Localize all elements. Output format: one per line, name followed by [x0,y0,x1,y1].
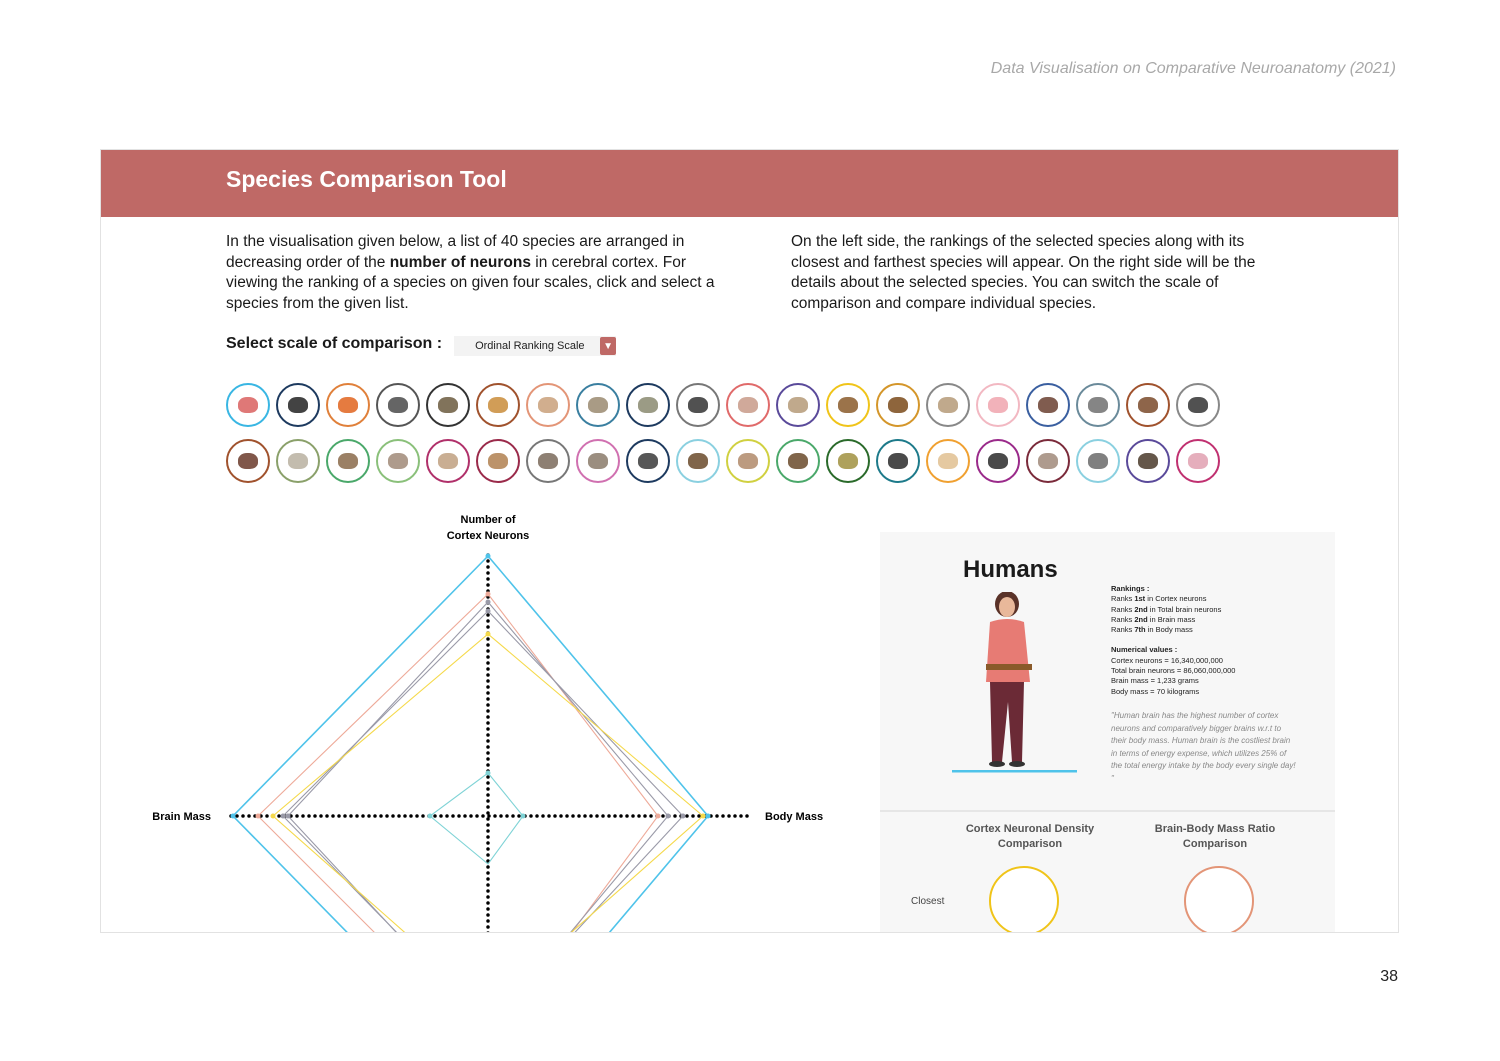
radar-vertex-point [428,814,433,819]
species-option[interactable] [726,439,770,483]
species-option[interactable] [476,383,520,427]
ranking-row: Ranks 7th in Body mass [1111,625,1193,635]
animal-icon [238,397,258,413]
animal-icon [438,453,458,469]
animal-icon [988,453,1008,469]
radar-vertex-point [701,814,706,819]
species-option[interactable] [376,439,420,483]
animal-icon [838,453,858,469]
species-option[interactable] [1176,383,1220,427]
chevron-down-icon[interactable]: ▼ [600,337,616,355]
animal-icon [838,397,858,413]
radar-vertex-point [486,592,491,597]
radar-vertex-point [486,600,491,605]
species-option[interactable] [226,383,270,427]
human-figure-illustration [952,592,1082,782]
radar-species-shape [233,556,708,933]
animal-icon [1188,397,1208,413]
radar-vertex-point [486,771,491,776]
figure-face [999,597,1015,617]
species-row [226,383,1266,439]
species-option[interactable] [276,383,320,427]
radar-vertex-point [486,632,491,637]
species-option[interactable] [326,439,370,483]
radar-vertex-point [706,814,711,819]
species-option[interactable] [776,383,820,427]
radar-left-label: Brain Mass [152,811,211,823]
species-option[interactable] [1076,439,1120,483]
animal-icon [988,397,1008,413]
radar-vertex-point [486,554,491,559]
animal-icon [1138,397,1158,413]
radar-chart [101,505,871,933]
animal-icon [688,453,708,469]
ratio-comparison-title: Brain-Body Mass Ratio Comparison [1154,823,1276,850]
animal-icon [788,397,808,413]
animal-icon [388,397,408,413]
species-option[interactable] [676,439,720,483]
value-row: Cortex neurons = 16,340,000,000 [1111,655,1223,665]
species-details-panel [880,532,1335,933]
species-option[interactable] [926,439,970,483]
animal-icon [538,453,558,469]
intro-left-emphasis: number of neurons [389,253,531,271]
radar-top-label-line1: Number of [460,514,516,526]
tool-header [101,150,1398,217]
figure-shoe [1009,761,1025,767]
values-title: Numerical values : [1111,645,1178,655]
radar-vertex-point [656,814,661,819]
species-option[interactable] [726,383,770,427]
animal-icon [288,453,308,469]
species-option[interactable] [376,383,420,427]
tool-title: Species Comparison Tool [226,166,507,192]
species-option[interactable] [1026,439,1070,483]
radar-vertex-point [666,814,671,819]
animal-icon [1138,453,1158,469]
animal-icon [1088,453,1108,469]
figure-top [986,619,1030,682]
radar-vertex-point [521,814,526,819]
animal-icon [388,453,408,469]
species-option[interactable] [276,439,320,483]
radar-vertex-point [231,814,236,819]
species-option[interactable] [1026,383,1070,427]
figure-trousers [990,682,1024,762]
figure-baseline [952,770,1077,773]
species-option[interactable] [876,439,920,483]
value-row: Brain mass = 1,233 grams [1111,676,1199,686]
radar-vertex-point [286,814,291,819]
species-option[interactable] [1076,383,1120,427]
species-option[interactable] [526,383,570,427]
closest-density-species[interactable] [989,866,1059,933]
radar-species-shape [288,602,668,933]
species-option[interactable] [226,439,270,483]
scale-label: Select scale of comparison : [226,335,443,352]
radar-vertex-point [271,814,276,819]
species-option[interactable] [776,439,820,483]
animal-icon [488,453,508,469]
rankings-title: Rankings : [1111,584,1150,593]
species-option[interactable] [976,439,1020,483]
value-row: Total brain neurons = 86,060,000,000 [1111,666,1236,676]
intro-left-text: In the visualisation given below, a list of 40 species are arranged in decreasing order of the [226,233,685,271]
animal-icon [588,397,608,413]
figure-belt [986,664,1032,670]
figure-shoe [989,761,1005,767]
animal-icon [938,453,958,469]
animal-icon [338,453,358,469]
closest-label: Closest [911,896,945,907]
species-option[interactable] [576,383,620,427]
species-option[interactable] [826,383,870,427]
radar-species-shape [283,611,683,933]
intro-left [226,232,726,314]
species-option[interactable] [1126,439,1170,483]
radar-species-shape [430,773,523,864]
rankings-block [1111,584,1235,697]
species-option[interactable] [326,383,370,427]
ranking-row: Ranks 1st in Cortex neurons [1111,594,1207,604]
scale-dropdown[interactable] [454,336,616,356]
species-option[interactable] [426,439,470,483]
species-option[interactable] [526,439,570,483]
animal-icon [738,397,758,413]
animal-icon [238,453,258,469]
species-option[interactable] [876,383,920,427]
radar-vertex-point [486,609,491,614]
species-option[interactable] [476,439,520,483]
species-option[interactable] [926,383,970,427]
animal-icon [1088,397,1108,413]
animal-icon [638,397,658,413]
species-quote: "Human brain has the highest number of cortex neurons and comparatively bigger brains w.r.t to their body mass. Human brain is the costliest brain in terms of energy expense, which utilizes 25% of the total energy intake by the body every single day! " [1111,711,1296,783]
scale-selector-row [226,334,616,354]
document-title: Data Visualisation on Comparative Neuroanatomy (2021) [990,60,1396,77]
species-row [226,439,1266,495]
intro-right: On the left side, the rankings of the selected species along with its closest and farthest species will appear. On the right side will be the details about the selected species. You can switch the scale of comparison and compare individual species. [791,233,1256,312]
animal-icon [788,453,808,469]
animal-icon [588,453,608,469]
closest-ratio-species[interactable] [1184,866,1254,933]
panel-divider [880,810,1335,812]
animal-icon [938,397,958,413]
species-option[interactable] [626,383,670,427]
animal-icon [1188,453,1208,469]
species-option[interactable] [626,439,670,483]
animal-icon [488,397,508,413]
density-comparison-title: Cortex Neuronal Density Comparison [965,823,1095,850]
species-option[interactable] [826,439,870,483]
selected-species-name: Humans [963,556,1058,583]
species-option[interactable] [976,383,1020,427]
ranking-row: Ranks 2nd in Brain mass [1111,614,1196,624]
value-row: Body mass = 70 kilograms [1111,686,1200,696]
radar-vertex-point [681,814,686,819]
species-list [226,383,1266,495]
animal-icon [538,397,558,413]
radar-vertex-point [256,814,261,819]
radar-species-shape [258,594,658,933]
animal-icon [688,397,708,413]
species-option[interactable] [426,383,470,427]
animal-icon [438,397,458,413]
animal-icon [1038,453,1058,469]
radar-right-label: Body Mass [765,811,824,823]
animal-icon [288,397,308,413]
species-option[interactable] [1176,439,1220,483]
species-option[interactable] [576,439,620,483]
species-option[interactable] [1126,383,1170,427]
species-comparison-tool [100,149,1399,933]
intro-left-text-end: in cerebral cortex. For viewing the ranking of a species on given four scales, click and select a species from the given list. [226,253,715,312]
animal-icon [338,397,358,413]
species-option[interactable] [676,383,720,427]
animal-icon [888,397,908,413]
radar-vertex-point [281,814,286,819]
animal-icon [738,453,758,469]
page-number: 38 [1380,968,1398,985]
radar-top-label-line2: Cortex Neurons [446,530,530,542]
animal-icon [888,453,908,469]
animal-icon [1038,397,1058,413]
ranking-row: Ranks 2nd in Total brain neurons [1111,604,1222,614]
scale-dropdown-value: Ordinal Ranking Scale [475,340,585,352]
animal-icon [638,453,658,469]
